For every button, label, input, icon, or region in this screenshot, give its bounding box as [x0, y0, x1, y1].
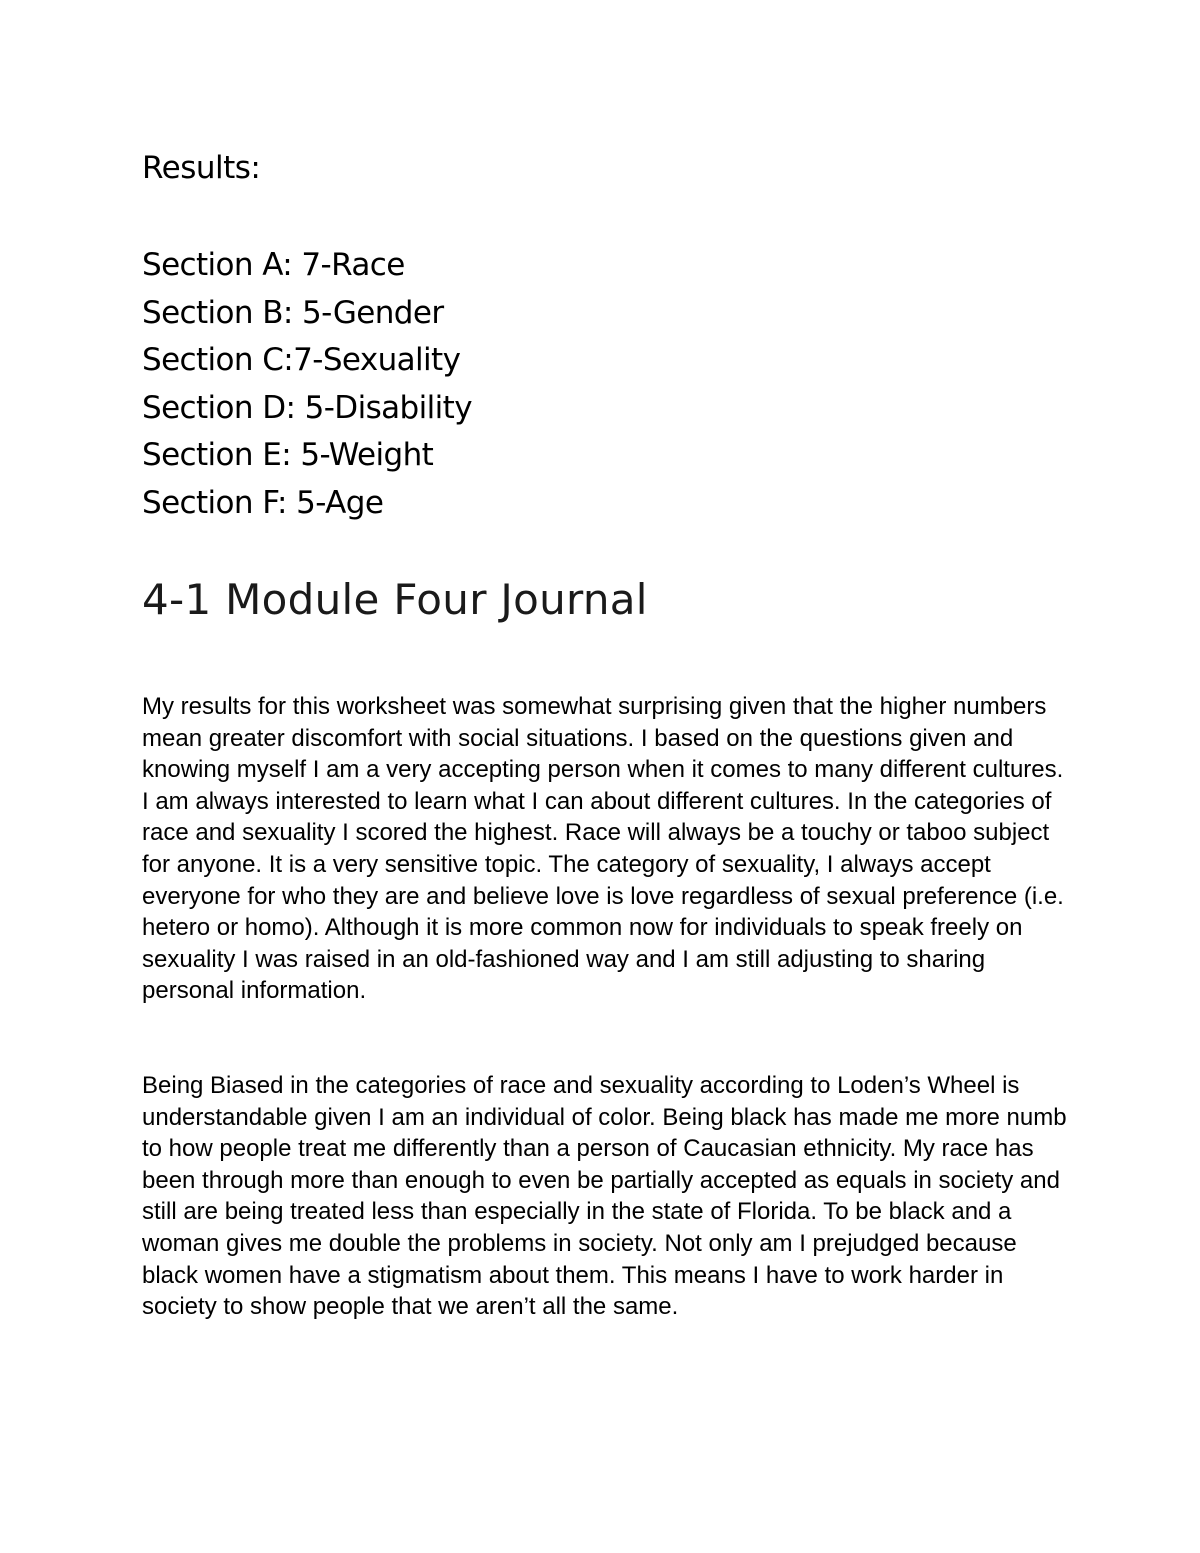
results-heading: Results:: [142, 150, 261, 186]
section-result-item: Section C:7-Sexuality: [142, 342, 461, 379]
journal-paragraph-2: Being Biased in the categories of race and sexuality according to Loden’s Wheel is understandable given I am an individual of color. Being black has made me more numb to how people treat me differently than a person of Caucasian ethnicity. My race has been through more than enough to even be partially accepted as equals in society and still are being treated less than especially in the state of Florida. To be black and a woman gives me double the problems in society. Not only am I prejudged because black women have a stigmatism about them. This means I have to work harder in society to show people that we aren’t all the same.: [142, 1072, 1067, 1321]
section-result-item: Section D: 5-Disability: [142, 389, 472, 426]
section-result-item: Section F: 5-Age: [142, 484, 384, 521]
journal-title: 4-1 Module Four Journal: [142, 575, 648, 624]
section-result-item: Section E: 5-Weight: [142, 437, 434, 474]
journal-paragraph-1: My results for this worksheet was somewhat surprising given that the higher numbers mean greater discomfort with social situations. I based on the questions given and knowing myself I am a very accepting person when it comes to many different cultures. I am always interested to learn what I can about different cultures. In the categories of race and sexuality I scored the highest. Race will always be a touchy or taboo subject for anyone. It is a very sensitive topic. The category of sexuality, I always accept everyone for who they are and believe love is love regardless of sexual preference (i.e. hetero or homo). Although it is more common now for individuals to speak freely on sexuality I was raised in an old-fashioned way and I am still adjusting to sharing personal information.: [142, 693, 1064, 1005]
section-result-item: Section B: 5-Gender: [142, 294, 444, 331]
section-results-list: [142, 242, 472, 528]
section-result-item: Section A: 7-Race: [142, 247, 405, 283]
